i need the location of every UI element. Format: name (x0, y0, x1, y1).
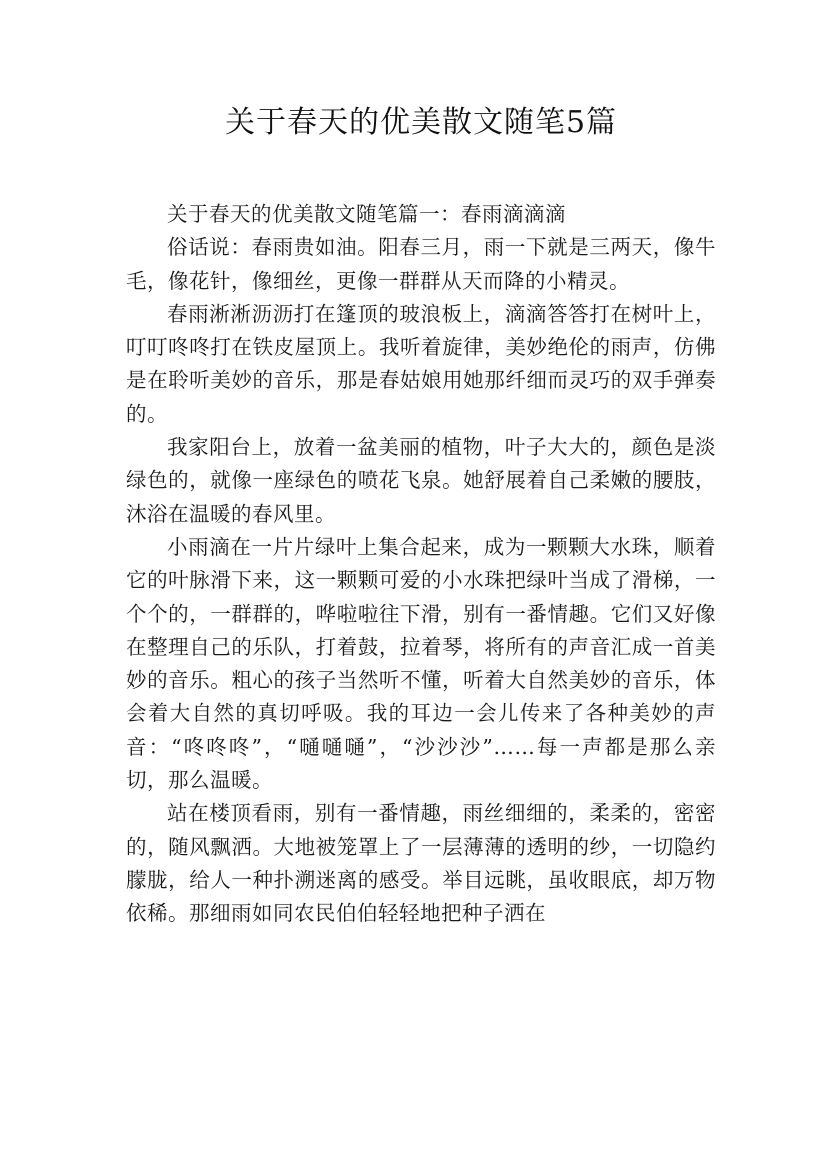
document-body (126, 198, 716, 931)
document-page (126, 100, 716, 931)
paragraph: 春雨淅淅沥沥打在篷顶的玻浪板上，滴滴答答打在树叶上，叮叮咚咚打在铁皮屋顶上。我听着旋律，美妙绝伦的雨声，仿佛是在聆听美妙的音乐，那是春姑娘用她那纤细而灵巧的双手弹奏的。 (126, 301, 716, 426)
section-heading: 关于春天的优美散文随笔篇一：春雨滴滴滴 (167, 202, 566, 226)
paragraph: 小雨滴在一片片绿叶上集合起来，成为一颗颗大水珠，顺着它的叶脉滑下来，这一颗颗可爱的小水珠把绿叶当成了滑梯，一个个的，一群群的，哗啦啦往下滑，别有一番情趣。它们又好像在整理自己的乐队，打着鼓，拉着琴，将所有的声音汇成一首美妙的音乐。粗心的孩子当然听不懂，听着大自然美妙的音乐，体会着大自然的真切呼吸。我的耳边一会儿传来了各种美妙的声音：“咚咚咚”，“嗵嗵嗵”，“沙沙沙”……每一声都是那么亲切，那么温暖。 (126, 534, 716, 793)
paragraph: 站在楼顶看雨，别有一番情趣，雨丝细细的，柔柔的，密密的，随风飘洒。大地被笼罩上了一层薄薄的透明的纱，一切隐约朦胧，给人一种扑溯迷离的感受。举目远眺，虽收眼底，却万物依稀。那细雨如同农民伯伯轻轻地把种子洒在 (126, 801, 716, 926)
paragraph: 俗话说：春雨贵如油。阳春三月，雨一下就是三两天，像牛毛，像花针，像细丝，更像一群群从天而降的小精灵。 (126, 235, 716, 293)
document-title: 关于春天的优美散文随笔5篇 (224, 105, 618, 140)
paragraph: 我家阳台上，放着一盆美丽的植物，叶子大大的，颜色是淡绿色的，就像一座绿色的喷花飞泉。她舒展着自己柔嫩的腰肢，沐浴在温暖的春风里。 (126, 435, 716, 526)
